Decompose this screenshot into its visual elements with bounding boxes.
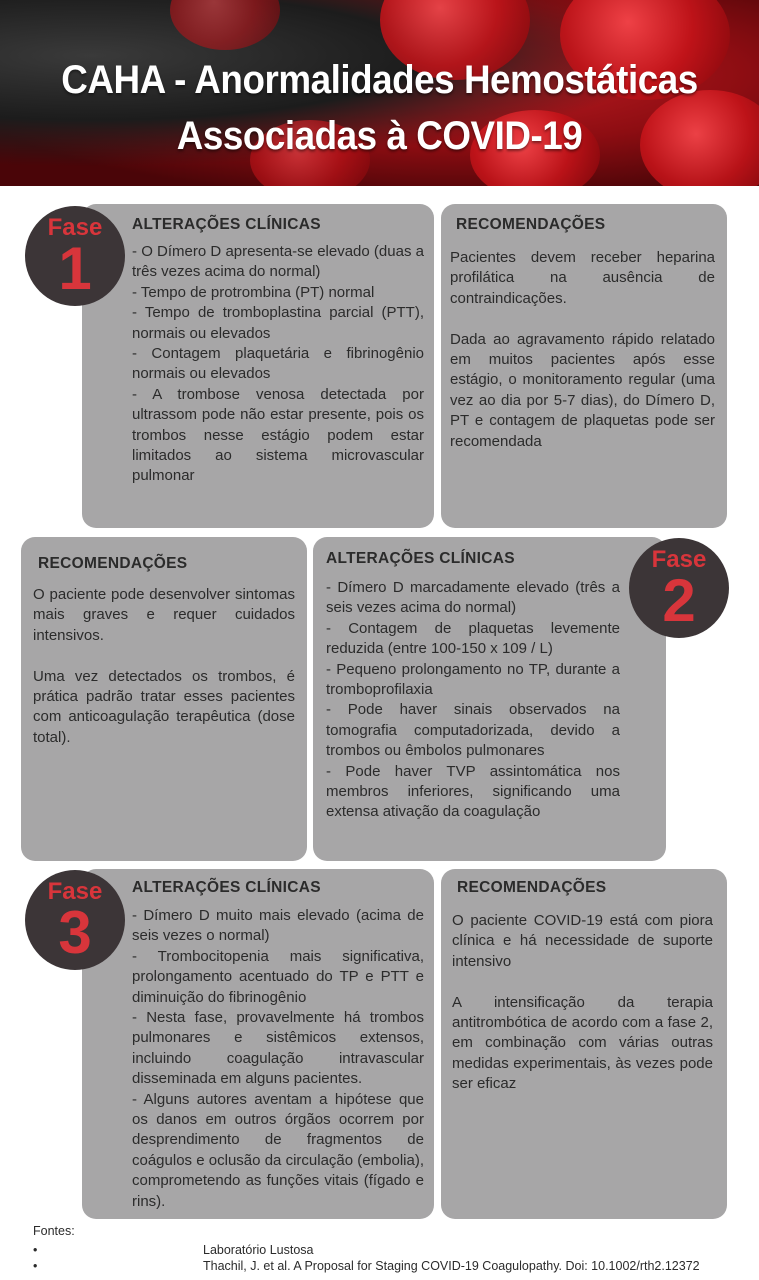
phase3-clinical-text: - Dímero D muito mais elevado (acima de seis vezes o normal) - Trombocitopenia mais significativa, prolongamento acentuado do TP e PTT e diminuição do fibrinogênio - Nesta fase, provavelmente há trombos pulmonares e sistêmicos extensos, incluindo coagulação intravascular disseminada em alguns pacientes. - Alguns autores aventam a hipótese que os danos em outros órgãos ocorrem por desprendimento de fragmentos de coágulos e oclusão da circulação (embolia), comprometendo as funções vitais (fígado e rins). [132,907,424,1210]
phase1-rec-text: Pacientes devem receber heparina profilática na ausência de contraindicações. Dada ao agravamento rápido relatado em muitos pacientes após esse estágio, o monitoramento regular (uma vez ao dia por 5-7 dias), do Dímero D, PT e contagem de plaquetas pode ser recomendada [450,249,715,450]
phase2-badge-label: Fase [651,546,707,573]
phase3-badge-label: Fase [47,878,103,905]
phase1-clinical-box [82,204,434,528]
phase1-clinical-text: - O Dímero D apresenta-se elevado (duas a três vezes acima do normal) - Tempo de protrombina (PT) normal - Tempo de tromboplastina parcial (PTT), normais ou elevados - Contagem plaquetária e fibrinogênio normais ou elevados - A trombose venosa detectada por ultrassom pode não estar presente, pois os trombos nesse estágio podem estar limitados ao sistema microvascular pulmonar [132,243,424,485]
phase3-badge [25,870,125,970]
sources-label: Fontes: [33,1224,75,1238]
phase1-badge-number: 1 [58,235,92,302]
page-title [30,52,728,164]
phase2-rec-text: O paciente pode desenvolver sintomas mais graves e requer cuidados intensivos. Uma vez detectados os trombos, é prática padrão tratar esses pacientes com anticoagulação terapêutica (dose total). [33,586,295,746]
phase2-badge-number: 2 [662,567,696,634]
phase2-clinical-box [313,537,666,861]
phase2-clinical-title: ALTERAÇÕES CLÍNICAS [326,550,515,567]
title-line-1: CAHA - Anormalidades Hemostáticas [61,58,698,102]
phase3-badge-number: 3 [58,899,92,966]
source-text: Thachil, J. et al. A Proposal for Staging COVID-19 Coagulopathy. Doi: 10.1002/rth2.12372 [203,1259,700,1273]
phase3-clinical-title: ALTERAÇÕES CLÍNICAS [132,879,321,896]
phase2-rec-title: RECOMENDAÇÕES [38,555,188,572]
phase1-recommendations-box [441,204,727,528]
phase1-badge-label: Fase [47,214,103,241]
phase3-clinical-box [82,869,434,1219]
phase1-badge [25,206,125,306]
phase2-badge [629,538,729,638]
blood-cell-decoration [170,0,280,50]
bullet-icon: • [33,1243,38,1257]
phase2-recommendations-box [21,537,307,861]
phase2-clinical-text: - Dímero D marcadamente elevado (três a seis vezes acima do normal) - Contagem de plaquetas levemente reduzida (entre 100-150 x 109 / L) - Pequeno prolongamento no TP, durante a tromboprofilaxia - Pode haver sinais observados na tomografia computadorizada, devido a trombos ou êmbolos pulmonares - Pode haver TVP assintomática nos membros inferiores, significando uma extensa ativação da coagulação [326,579,620,821]
bullet-icon: • [33,1259,38,1273]
phase1-clinical-title: ALTERAÇÕES CLÍNICAS [132,216,321,233]
title-line-2: Associadas à COVID-19 [176,114,583,158]
source-text: Laboratório Lustosa [203,1243,314,1257]
phase3-rec-text: O paciente COVID-19 está com piora clínica e há necessidade de suporte intensivo A intensificação da terapia antitrombótica de acordo com a fase 2, em combinação com várias outras medidas experimentais, às vezes pode ser eficaz [452,912,713,1093]
phase1-rec-title: RECOMENDAÇÕES [456,216,606,233]
phase3-recommendations-box [441,869,727,1219]
header-banner [0,0,759,186]
phase3-rec-title: RECOMENDAÇÕES [457,879,607,896]
